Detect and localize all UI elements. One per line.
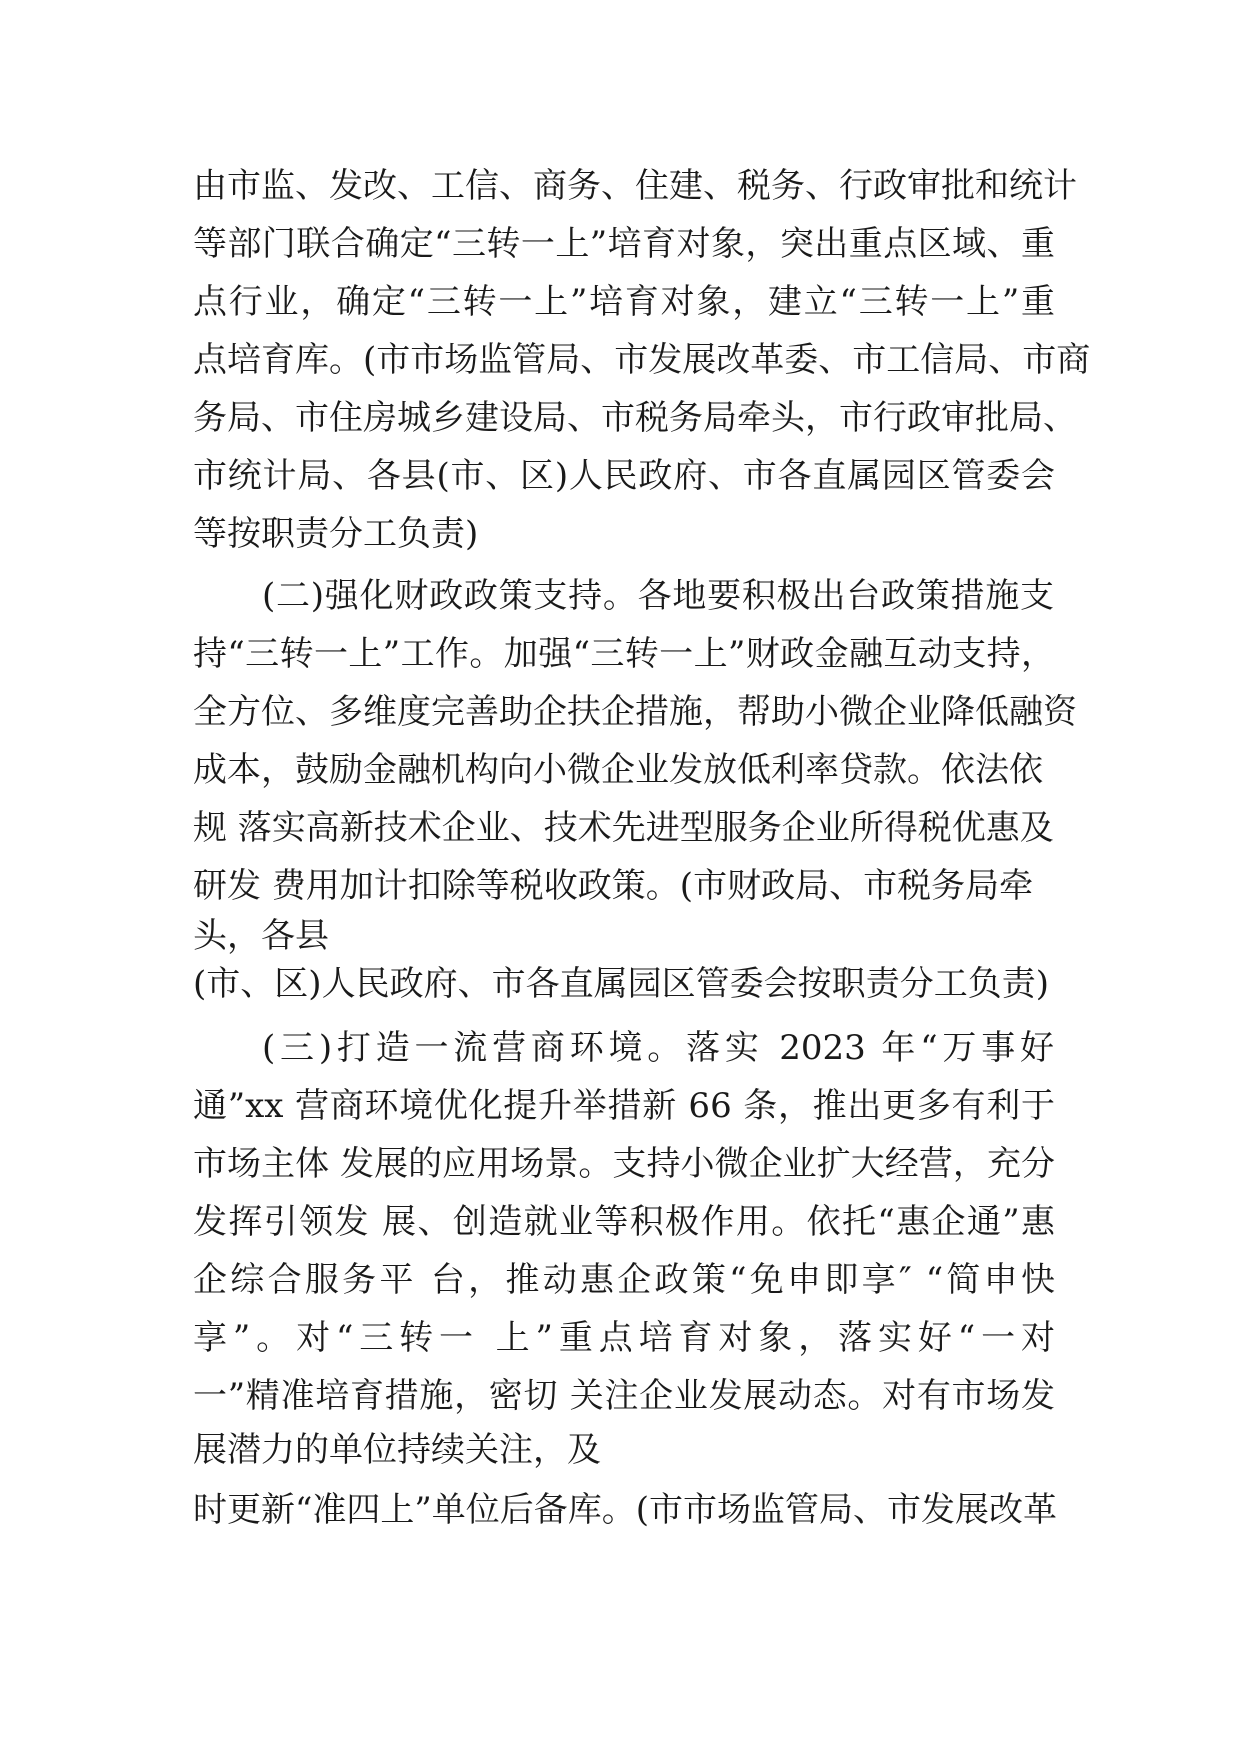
text-line: 全方位、多维度完善助企扶企措施，帮助小微企业降低融资 (193, 692, 1077, 732)
text-line: (三)打造一流营商环境。落实 2023 年“万事好 (262, 1028, 1054, 1068)
text-line: 成本，鼓励金融机构向小微企业发放低利率贷款。依法依 (193, 750, 1043, 790)
text-line: 等部门联合确定“三转一上”培育对象，突出重点区域、重 (193, 224, 1055, 264)
text-line: 市统计局、各县(市、区)人民政府、市各直属园区管委会 (193, 456, 1055, 496)
text-line: 享”。对“三转一 上”重点培育对象，落实好“一对 (193, 1318, 1055, 1358)
text-line: 发挥引领发 展、创造就业等积极作用。依托“惠企通”惠 (193, 1202, 1055, 1242)
text-line: 由市监、发改、工信、商务、住建、税务、行政审批和统计 (193, 166, 1077, 206)
text-line: 持“三转一上”工作。加强“三转一上”财政金融互动支持， (193, 634, 1055, 674)
text-line: 点行业，确定“三转一上”培育对象，建立“三转一上”重 (193, 282, 1055, 322)
text-line: 点培育库。(市市场监管局、市发展改革委、市工信局、市商 (193, 340, 1091, 380)
text-line: (市、区)人民政府、市各直属园区管委会按职责分工负责) (193, 964, 1049, 1004)
text-line: 通”xx 营商环境优化提升举措新 66 条，推出更多有利于 (193, 1086, 1055, 1126)
text-line: 规 落实高新技术企业、技术先进型服务企业所得税优惠及 (193, 808, 1054, 848)
text-line: 务局、市住房城乡建设局、市税务局牵头，市行政审批局、 (193, 398, 1077, 438)
text-line: 头，各县 (193, 916, 329, 956)
text-line: 研发 费用加计扣除等税收政策。(市财政局、市税务局牵 (193, 866, 1034, 906)
text-line: (二)强化财政政策支持。各地要积极出台政策措施支 (262, 576, 1054, 616)
text-line: 市场主体 发展的应用场景。支持小微企业扩大经营，充分 (193, 1144, 1055, 1184)
text-line: 展潜力的单位持续关注，及 (193, 1430, 601, 1470)
text-line: 时更新“准四上”单位后备库。(市市场监管局、市发展改革 (193, 1490, 1058, 1530)
text-line: 一”精准培育措施，密切 关注企业发展动态。对有市场发 (193, 1376, 1055, 1416)
text-line: 企综合服务平 台，推动惠企政策“免申即享″ “简申快 (193, 1260, 1055, 1300)
text-line: 等按职责分工负责) (193, 514, 479, 554)
